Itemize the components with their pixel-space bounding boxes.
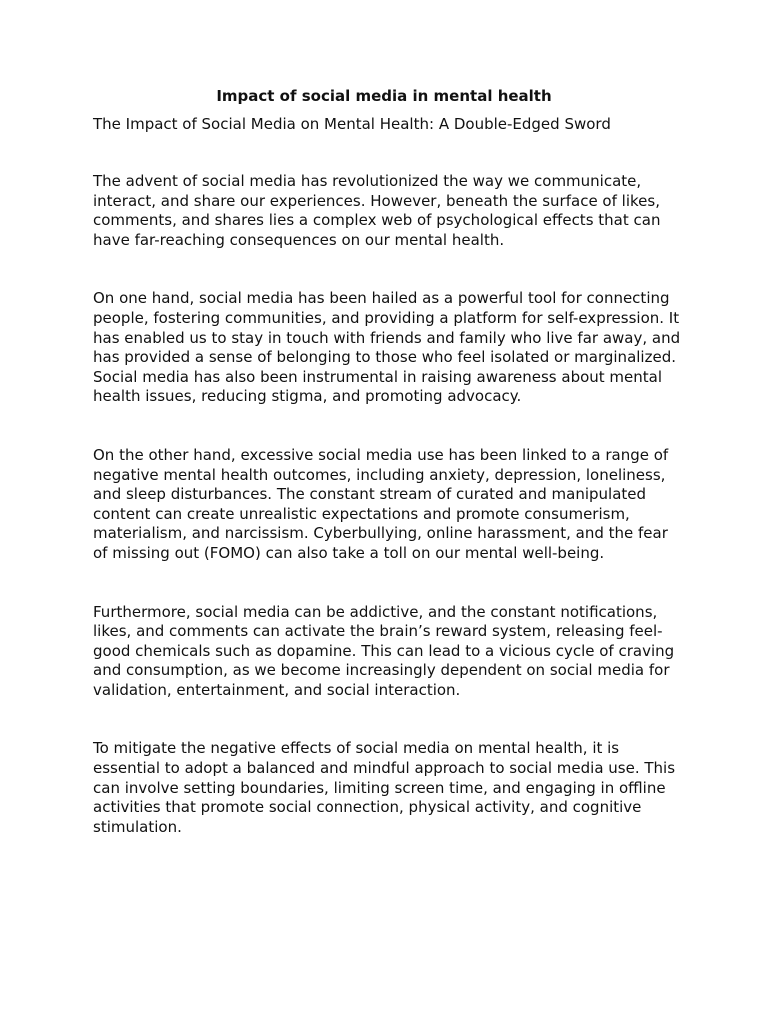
paragraph-benefits: On one hand, social media has been hailed as a powerful tool for connecting people, fostering communities, and providing a platform for self-expression. It has enabled us to stay in touch with friends and family who live far away, and has provided a sense of belonging to those who feel isolated or marginalized. Social media has also been instrumental in raising awareness about mental health issues, reducing stigma, and promoting advocacy. bbox=[93, 289, 681, 406]
paragraph-intro: The advent of social media has revolutionized the way we communicate, interact, and share our experiences. However, beneath the surface of likes, comments, and shares lies a complex web of psychological effects that can have far-reaching consequences on our mental health. bbox=[93, 172, 661, 249]
paragraph-mitigation: To mitigate the negative effects of social media on mental health, it is essential to adopt a balanced and mindful approach to social media use. This can involve setting boundaries, limiting screen time, and engaging in offline activities that promote social connection, physical activity, and cognitive stimulation. bbox=[93, 739, 676, 836]
document-page bbox=[93, 86, 683, 876]
paragraph-negatives: On the other hand, excessive social media use has been linked to a range of negative mental health outcomes, including anxiety, depression, loneliness, and sleep disturbances. The constant stream of curated and manipulated content can create unrealistic expectations and promote consumerism, materialism, and narcissism. Cyberbullying, online harassment, and the fear of missing out (FOMO) can also take a toll on our mental well-being. bbox=[93, 445, 669, 562]
document-title: Impact of social media in mental health bbox=[216, 87, 552, 105]
paragraph-addiction: Furthermore, social media can be addictive, and the constant notifications, likes, and comments can activate the brain’s reward system, releasing feel-good chemicals such as dopamine. This can lead to a vicious cycle of craving and consumption, as we become increasingly dependent on social media for validation, entertainment, and social interaction. bbox=[93, 602, 675, 699]
document-subtitle: The Impact of Social Media on Mental Health: A Double-Edged Sword bbox=[93, 115, 611, 133]
